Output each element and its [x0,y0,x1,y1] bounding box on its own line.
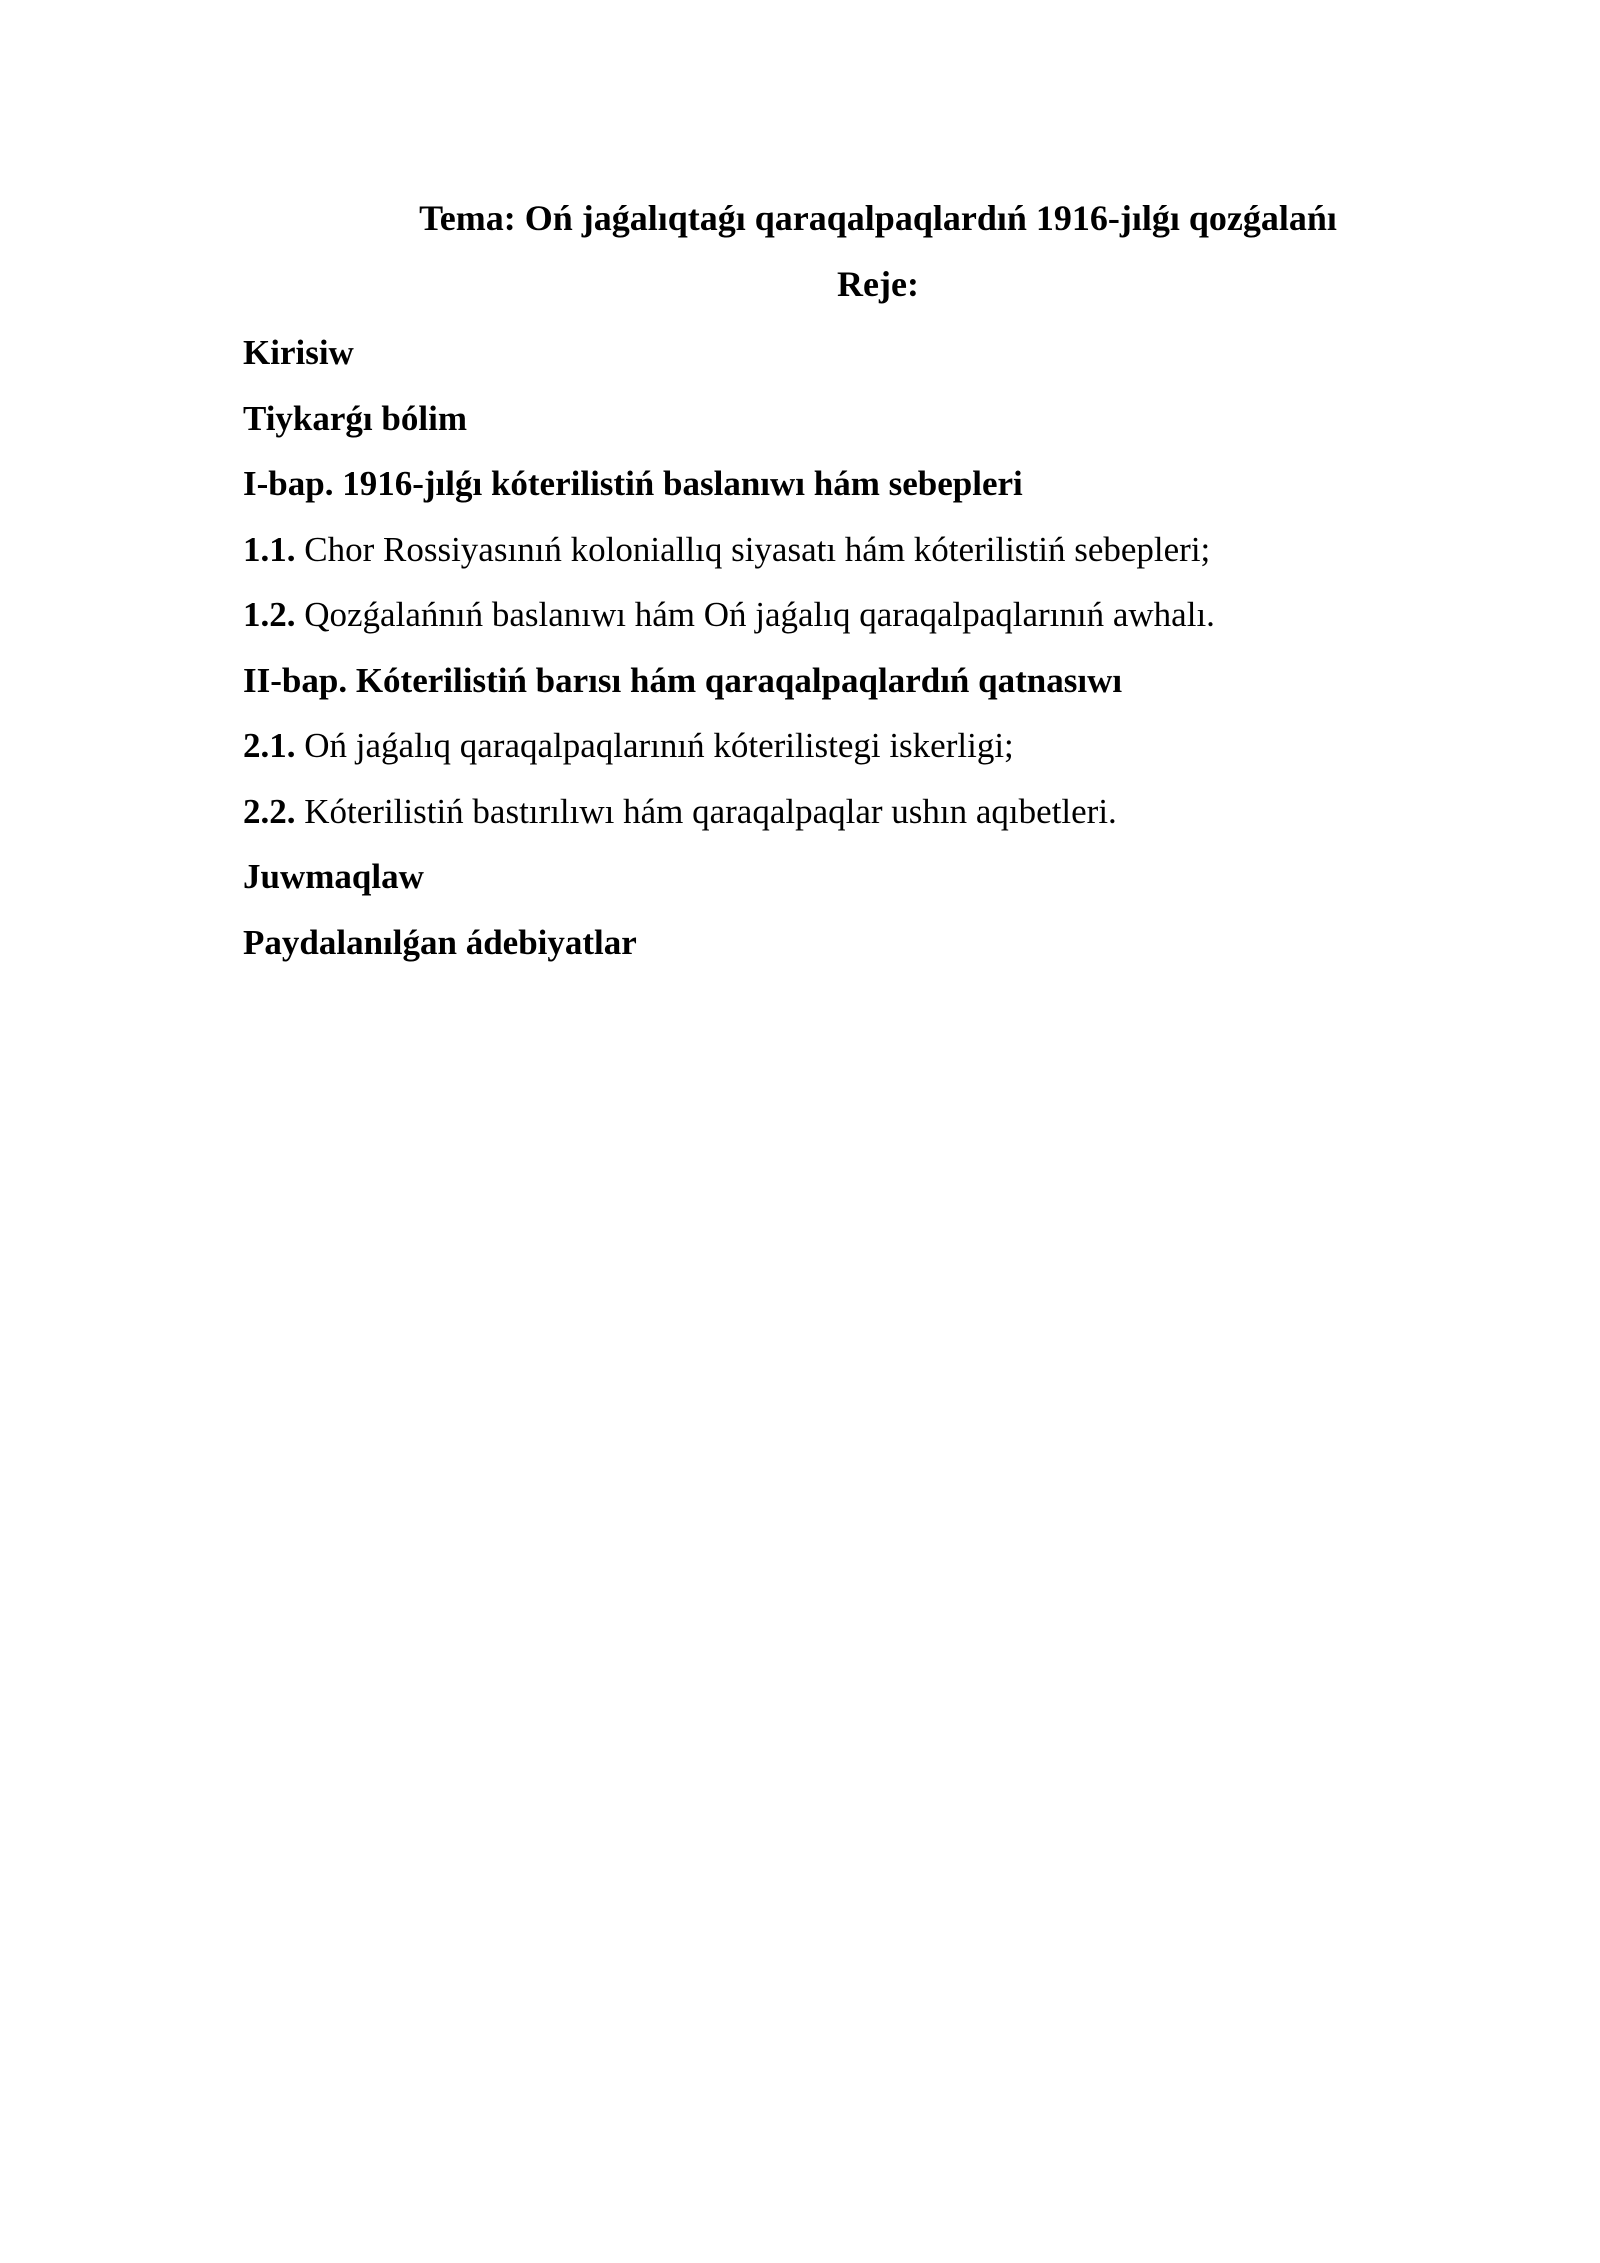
section-number: 1.2. [243,595,296,634]
section-number: 2.2. [243,791,296,831]
outline-item-text: Kirisiw [243,333,354,372]
outline-item-main-part [243,386,1513,452]
section-number: 1.1. [243,529,296,569]
outline-item-text: Paydalanılǵan ádebiyatlar [243,922,637,962]
section-text: Oń jaǵalıq qaraqalpaqlarınıń kóterilistegi iskerligi; [295,726,1014,765]
outline-item-text: II-bap. Kóterilistiń barısı hám qaraqalpaqlardıń qatnasıwı [243,660,1123,700]
outline-item-conclusion [243,844,1513,910]
outline-item-text: Tiykarǵı bólim [243,398,467,438]
outline-item-text: I-bap. 1916-jılǵı kóterilistiń baslanıwı hám sebepleri [243,464,1023,503]
outline-item-references [243,910,1513,976]
outline-list [243,320,1513,975]
outline-item-section-2-2 [243,779,1513,845]
section-text: Chor Rossiyasınıń koloniallıq siyasatı hám kóterilistiń sebepleri; [295,529,1211,569]
section-number: 2.1. [243,726,296,765]
outline-item-text: Juwmaqlaw [243,857,424,896]
outline-item-section-1-1 [243,517,1513,583]
section-text: Kóterilistiń bastırılıwı hám qaraqalpaqlar ushın aqıbetleri. [295,791,1117,831]
section-text: Qozǵalańnıń baslanıwı hám Oń jaǵalıq qaraqalpaqlarınıń awhalı. [295,595,1215,634]
outline-item-chapter-1 [243,451,1513,517]
outline-item-section-1-2 [243,582,1513,648]
outline-item-section-2-1 [243,713,1513,779]
plan-heading: Reje: [837,264,919,304]
document-title: Tema: Oń jaǵalıqtaǵı qaraqalpaqlardıń 1916-jılǵı qozǵalańı [419,198,1337,238]
outline-item-chapter-2 [243,648,1513,714]
outline-item-introduction [243,320,1513,386]
